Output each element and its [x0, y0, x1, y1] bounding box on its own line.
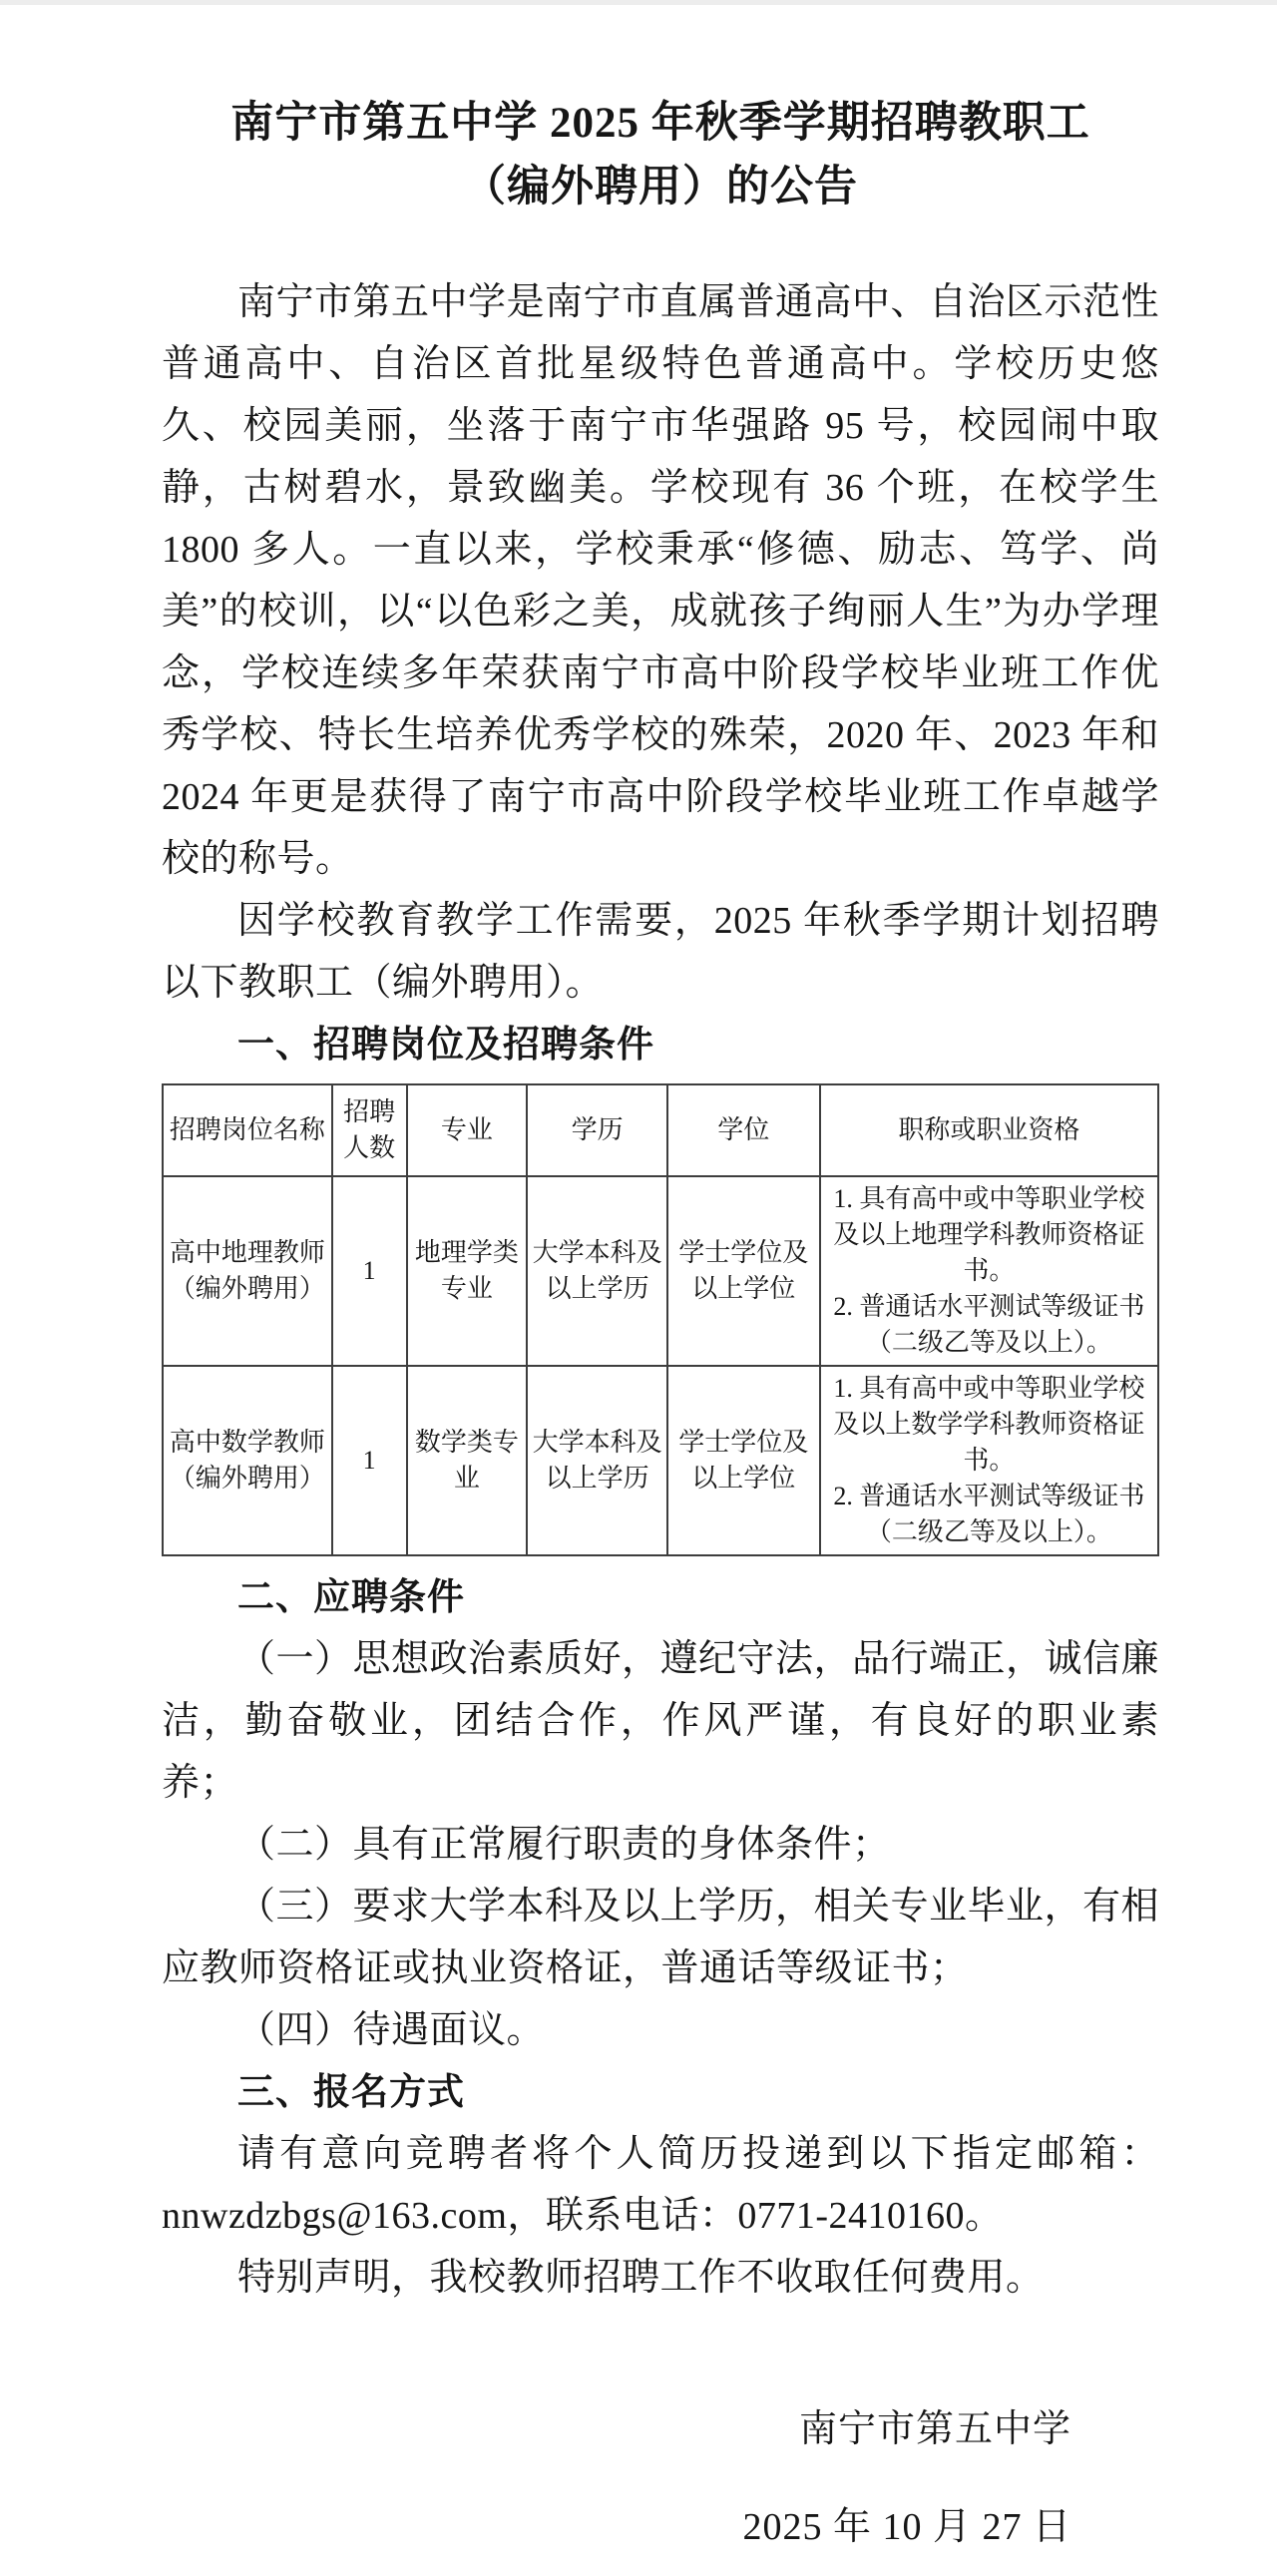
- section-3-heading: 三、报名方式: [237, 2071, 465, 2112]
- cell-major: 数学类专业: [407, 1366, 528, 1555]
- signature-date: 2025 年 10 月 27 日: [742, 2506, 1071, 2548]
- header-major: 专业: [407, 1084, 528, 1176]
- cell-position: 高中地理教师（编外聘用）: [163, 1176, 332, 1366]
- disclaimer-paragraph: 特别声明，我校教师招聘工作不收取任何费用。: [237, 2257, 1045, 2299]
- document-title-line2: （编外聘用）的公告: [463, 164, 858, 211]
- document-title: [162, 0, 1159, 219]
- qualification-item-2: 2. 普通话水平测试等级证书（二级乙等及以上）。: [833, 1482, 1145, 1546]
- intro-paragraph-1: 南宁市第五中学是南宁市直属普通高中、自治区示范性普通高中、自治区首批星级特色普通高中。学校历史悠久、校园美丽，坐落于南宁市华强路 95 号，校园闹中取静，古树碧水，景致幽美。学校现有 36 个班，在校学生 1800 多人。一直以来，学校秉承“修德、励志、笃学、尚美”的校训，以“以色彩之美，成就孩子绚丽人生”为办学理念，学校连续多年荣获南宁市高中阶段学校毕业班工作优秀学校、特长生培养优秀学校的殊荣，2020 年、2023 年和 2024 年更是获得了南宁市高中阶段学校毕业班工作卓越学校的称号。: [162, 281, 1160, 880]
- cell-qualification: [820, 1176, 1158, 1366]
- qualification-item-1: 1. 具有高中或中等职业学校及以上数学学科教师资格证书。: [833, 1374, 1145, 1475]
- cell-count: 1: [332, 1176, 407, 1366]
- cell-education: 大学本科及以上学历: [527, 1366, 667, 1555]
- header-position: 招聘岗位名称: [163, 1084, 332, 1176]
- cell-degree: 学士学位及以上学位: [667, 1176, 820, 1366]
- cell-position: 高中数学教师（编外聘用）: [163, 1366, 332, 1555]
- signature-block: [162, 2380, 1159, 2576]
- qualification-item-2: 2. 普通话水平测试等级证书（二级乙等及以上）。: [833, 1292, 1145, 1357]
- condition-item-3: （三）要求大学本科及以上学历，相关专业毕业，有相应教师资格证或执业资格证，普通话等级证书；: [162, 1886, 1160, 1989]
- condition-item-1: （一）思想政治素质好，遵纪守法，品行端正，诚信廉洁，勤奋敬业，团结合作，作风严谨，有良好的职业素养；: [162, 1638, 1160, 1804]
- cell-degree: 学士学位及以上学位: [667, 1366, 820, 1555]
- cell-education: 大学本科及以上学历: [527, 1176, 667, 1366]
- table-row-math: [163, 1366, 1158, 1555]
- cell-count: 1: [332, 1366, 407, 1555]
- section-2-heading: 二、应聘条件: [237, 1576, 465, 1617]
- header-education: 学历: [527, 1084, 667, 1176]
- table-row-geography: [163, 1176, 1158, 1366]
- application-paragraph: 请有意向竞聘者将个人简历投递到以下指定邮箱：nnwzdzbgs@163.com，联系电话：0771-2410160。: [162, 2133, 1159, 2237]
- condition-item-2: （二）具有正常履行职责的身体条件；: [237, 1824, 891, 1866]
- intro-paragraph-2: 因学校教育教学工作需要，2025 年秋季学期计划招聘以下教职工（编外聘用）。: [162, 900, 1159, 1004]
- table-header-row: [163, 1084, 1158, 1176]
- document-body: [162, 271, 1159, 2576]
- qualification-item-1: 1. 具有高中或中等职业学校及以上地理学科教师资格证书。: [833, 1184, 1145, 1285]
- cell-major: 地理学类专业: [407, 1176, 528, 1366]
- header-degree: 学位: [667, 1084, 820, 1176]
- cell-qualification: [820, 1366, 1158, 1555]
- condition-item-4: （四）待遇面议。: [237, 2009, 546, 2051]
- header-count: 招聘人数: [332, 1084, 407, 1176]
- recruitment-table: [162, 1083, 1159, 1556]
- document-content: [162, 0, 1159, 2576]
- document-title-line1: 南宁市第五中学 2025 年秋季学期招聘教职工: [230, 100, 1090, 147]
- header-qualification: 职称或职业资格: [820, 1084, 1158, 1176]
- signature-school-name: 南宁市第五中学: [798, 2408, 1071, 2450]
- section-1-heading: 一、招聘岗位及招聘条件: [237, 1024, 654, 1065]
